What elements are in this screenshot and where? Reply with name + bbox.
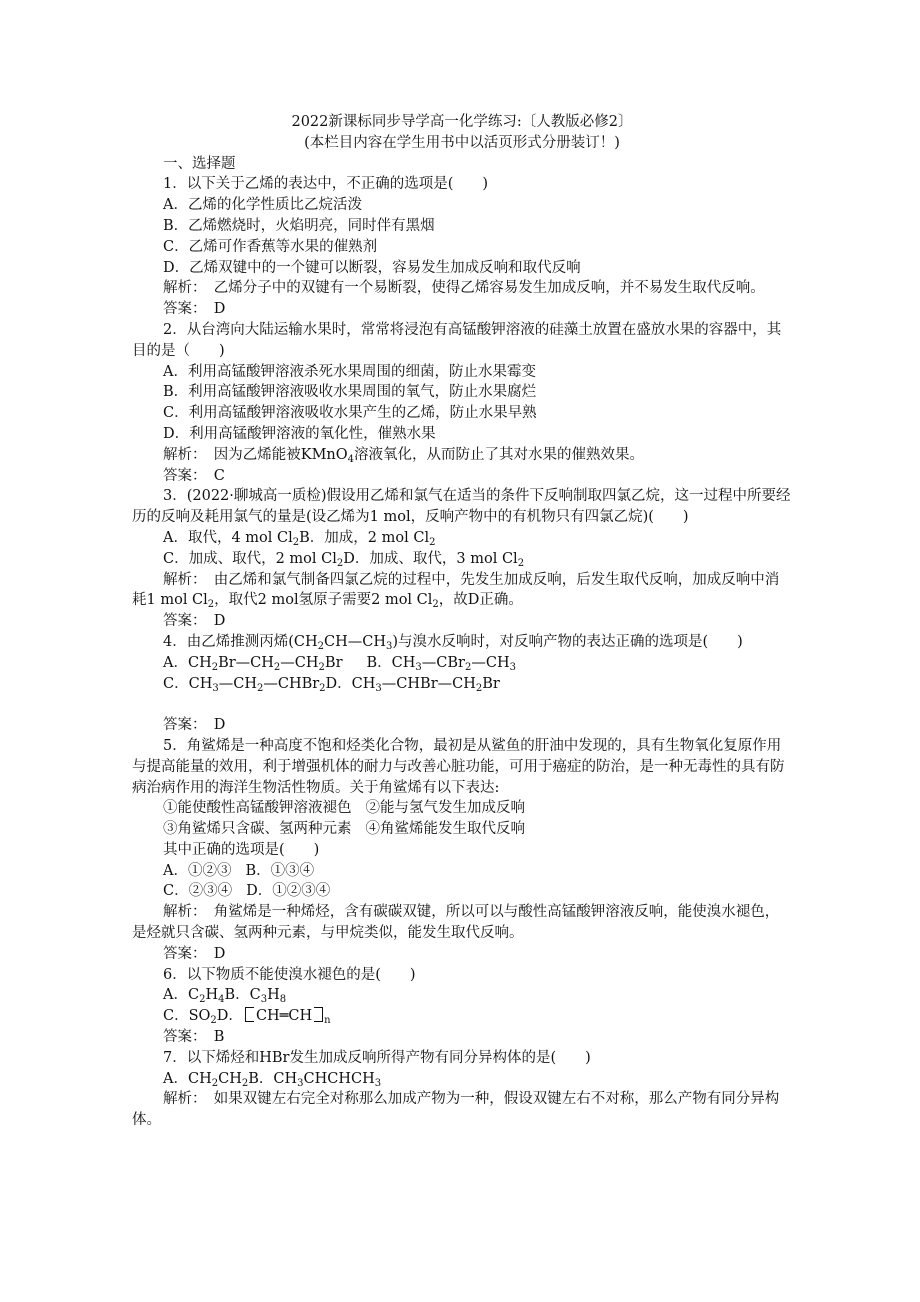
q4-b-s2: 2: [464, 661, 472, 673]
q4-c-s1: 3: [212, 682, 219, 694]
q3-answer: 答案： D: [163, 613, 226, 630]
q2-option-d: D．利用高锰酸钾溶液的氧化性，催熟水果: [163, 425, 436, 442]
q3-options-cd: [132, 549, 792, 570]
q6-c-1: C．SO: [163, 1008, 211, 1025]
polymer-bracket-right: [314, 1007, 323, 1022]
q4-a-3: —CH: [280, 654, 319, 671]
q4-c-2: —CH: [218, 675, 257, 692]
q6-c-s1: 2: [210, 1015, 217, 1027]
q4-answer: 答案： D: [163, 717, 226, 734]
q1-option-d: D．乙烯双键中的一个键可以断裂，容易发生加成反响和取代反响: [163, 259, 581, 276]
q5-option-a: A．①②③: [163, 862, 232, 879]
q2-analysis-pre: 解析： 因为乙烯能被KMnO: [163, 446, 348, 463]
q4-stem-sub-2: 3: [385, 640, 393, 652]
q4-c-s2: 2: [256, 682, 264, 694]
q2-option-c: C．利用高锰酸钾溶液吸收水果产生的乙烯，防止水果早熟: [163, 405, 537, 422]
q6-b-1: B．C: [224, 987, 261, 1004]
q6-a-s1: 2: [199, 994, 206, 1006]
q4-a-s2: 2: [273, 661, 281, 673]
q5-ask: 其中正确的选项是( ): [163, 841, 320, 858]
q5-stem: 5．角鲨烯是一种高度不饱和烃类化合物，最初是从鲨鱼的肝油中发现的，具有生物氧化复原作用与提高能量的效用，利于增强机体的耐力与改善心脏功能，可用于癌症的防治，是一种无毒性的具有防病治病作用的海洋生物活性物质。关于角鲨烯有以下表达:: [132, 737, 785, 796]
q1-stem: 1．以下关于乙烯的表达中，不正确的选项是( ): [163, 176, 489, 193]
q5-statements-12: [132, 798, 792, 819]
q3-options-ab: [132, 528, 792, 549]
q3-analysis-sub-1: 2: [207, 599, 215, 611]
q3-analysis-1: 解析： 由乙烯和氯气制备四氯乙烷的过程中，先发生加成反响，后发生取代反响，加成反响中消耗1 mol Cl: [132, 571, 780, 609]
q1-analysis: 解析： 乙烯分子中的双键有一个易断裂，使得乙烯容易发生加成反响，并不易发生取代反响。: [163, 280, 765, 297]
q6-d-1: D．: [216, 1008, 243, 1025]
q5-statement-3: ③角鲨烯只含碳、氢两种元素: [163, 821, 352, 838]
q2-answer: 答案： C: [163, 467, 225, 484]
q1-answer: 答案： D: [163, 301, 226, 318]
doc-title: 2022新课标同步导学高一化学练习:〔人教版必修2〕: [291, 114, 633, 130]
q5-statements-34: [132, 819, 792, 840]
q5-options-ab: [132, 861, 792, 882]
q4-d-1: D．CH: [325, 675, 376, 692]
q3-sub-d: 2: [517, 557, 525, 569]
q7-analysis: 解析： 如果双键左右完全对称那么加成产物为一种，假设双键左右不对称，那么产物有同分异构体。: [132, 1091, 780, 1129]
q3-option-b: B．加成，2 mol Cl: [299, 529, 430, 546]
q3-option-c: C．加成、取代，2 mol Cl: [163, 550, 337, 567]
q3-analysis: [132, 570, 792, 612]
q4-c-s3: 2: [319, 682, 326, 694]
q3-analysis-2: ，取代2 mol氢原子需要2 mol Cl: [214, 592, 433, 609]
q5-option-b: B．①③④: [245, 862, 315, 879]
q6-a-s2: 4: [218, 994, 225, 1006]
q3-option-d: D．加成、取代，3 mol Cl: [343, 550, 518, 567]
q1-option-a: A．乙烯的化学性质比乙烷活泼: [163, 197, 362, 214]
q7-b-2: CHCHCH: [303, 1070, 375, 1087]
polymer-bracket-left: [245, 1007, 254, 1022]
q6-answer: 答案： B: [163, 1029, 225, 1046]
q2-sub: 4: [347, 453, 355, 465]
q5-statement-1: ①能使酸性高锰酸钾溶液褪色: [163, 800, 352, 817]
q4-a-4: Br: [324, 654, 343, 671]
q4-d-s1: 3: [375, 682, 382, 694]
q4-d-3: Br: [482, 675, 500, 692]
q7-a-s1: 2: [211, 1077, 219, 1089]
q7-a-1: A．CH: [163, 1070, 212, 1087]
q1-option-b: B．乙烯燃烧时，火焰明亮，同时伴有黑烟: [163, 217, 435, 234]
q3-analysis-3: ，故D正确。: [438, 592, 523, 609]
q6-options-cd: [132, 1006, 792, 1027]
q7-stem: 7．以下烯烃和HBr发生加成反响所得产物有同分异构体的是( ): [163, 1049, 591, 1066]
doc-subtitle: (本栏目内容在学生用书中以活页形式分册装订！): [304, 134, 620, 151]
q6-b-2: H: [267, 987, 280, 1004]
q5-analysis: 解析： 角鲨烯是一种烯烃，含有碳碳双键，所以可以与酸性高锰酸钾溶液反响，能使溴水褪色，是烃就只含碳、氢两种元素，与甲烷类似，能发生取代反响。: [132, 904, 780, 942]
spacer: [132, 694, 792, 715]
q4-d-s2: 2: [475, 682, 483, 694]
exercise-document: [132, 112, 792, 1131]
q7-b-1: B．CH: [248, 1070, 298, 1087]
q6-d-2: CH═CH: [255, 1008, 313, 1025]
q7-b-s2: 3: [374, 1077, 382, 1089]
q3-sub-a: 2: [292, 536, 300, 548]
q5-options-cd: [132, 881, 792, 902]
q5-option-c: C．②③④: [163, 883, 233, 900]
q4-b-s3: 3: [509, 661, 516, 673]
q6-a-1: A．C: [163, 987, 200, 1004]
q5-statement-4: ④角鲨烯能发生取代反响: [365, 821, 525, 838]
q5-option-d: D．①②③④: [246, 883, 331, 900]
q3-sub-b: 2: [429, 536, 436, 548]
q6-stem: 6．以下物质不能使溴水褪色的是( ): [163, 966, 416, 983]
q6-b-s1: 3: [260, 994, 268, 1006]
q4-stem: [132, 632, 792, 653]
q4-c-3: —CHBr: [263, 675, 320, 692]
q2-stem: 2．从台湾向大陆运输水果时，常常将浸泡有高锰酸钾溶液的硅藻土放置在盛放水果的容器中，其目的是（ ): [132, 321, 782, 359]
q6-a-2: H: [205, 987, 219, 1004]
q5-statement-2: ②能与氢气发生加成反响: [365, 800, 525, 817]
q4-a-s3: 2: [318, 661, 325, 673]
q4-stem-mid: CH—CH: [324, 633, 386, 650]
q6-options-ab: [132, 985, 792, 1006]
q4-b-3: —CH: [471, 654, 510, 671]
q2-analysis-post: 溶液氧化，从而防止了其对水果的催熟效果。: [354, 446, 645, 463]
q4-a-1: A．CH: [163, 654, 212, 671]
q4-b-1: B．CH: [366, 654, 416, 671]
q4-stem-sub-1: 2: [317, 640, 324, 652]
q4-options-cd: [132, 674, 792, 695]
q4-options-ab: [132, 653, 792, 674]
q2-analysis: [132, 445, 792, 466]
q7-b-s1: 3: [297, 1077, 304, 1089]
q4-stem-post: )与溴水反响时，对反响产物的表达正确的选项是( ): [392, 633, 743, 650]
q3-stem: 3．(2022·聊城高一质检)假设用乙烯和氯气在适当的条件下反响制取四氯乙烷，这一过程中所要经历的反响及耗用氯气的量是(设乙烯为1 mol，反响产物中的有机物只有四氯乙烷)( ): [132, 488, 791, 526]
section-heading: 一、选择题: [163, 155, 236, 172]
q3-analysis-sub-2: 2: [432, 599, 439, 611]
q6-b-s2: 8: [279, 994, 287, 1006]
q4-a-2: Br—CH: [218, 654, 274, 671]
q4-d-2: —CHBr—CH: [381, 675, 476, 692]
q6-d-n: n: [324, 1015, 331, 1027]
q4-a-s1: 2: [211, 661, 219, 673]
q1-option-c: C．乙烯可作香蕉等水果的催熟剂: [163, 238, 378, 255]
q3-sub-c: 2: [336, 557, 344, 569]
q4-stem-pre: 4．由乙烯推测丙烯(CH: [163, 633, 318, 650]
q4-b-s1: 3: [415, 661, 422, 673]
q4-b-2: —CBr: [421, 654, 465, 671]
q7-a-2: CH: [218, 1070, 242, 1087]
q7-options-ab: [132, 1069, 792, 1090]
q2-option-a: A．利用高锰酸钾溶液杀死水果周围的细菌，防止水果霉变: [163, 363, 536, 380]
q2-option-b: B．利用高锰酸钾溶液吸收水果周围的氧气，防止水果腐烂: [163, 384, 537, 401]
q5-answer: 答案： D: [163, 945, 226, 962]
q3-option-a: A．取代，4 mol Cl: [163, 529, 293, 546]
q4-c-1: C．CH: [163, 675, 213, 692]
q7-a-s2: 2: [241, 1077, 249, 1089]
